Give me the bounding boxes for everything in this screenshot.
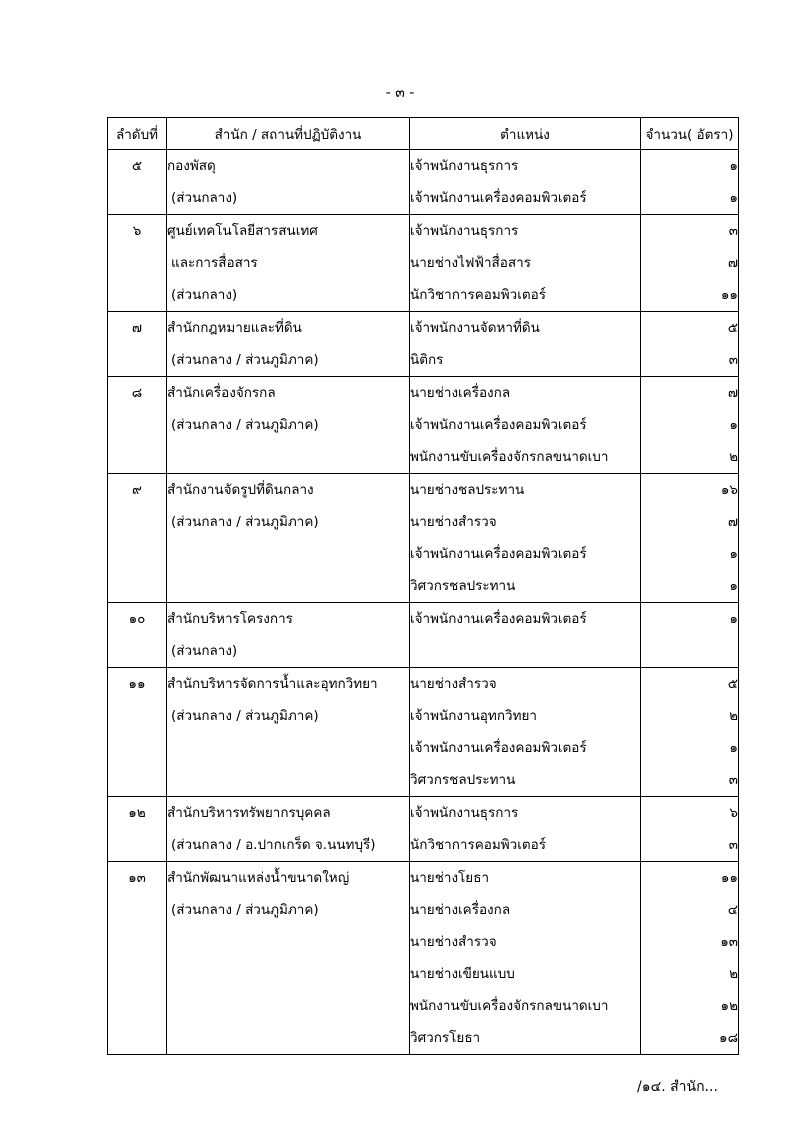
position-title: นายช่างสำรวจ <box>410 514 497 530</box>
office-line: สำนักกฎหมายและที่ดิน <box>167 320 302 336</box>
position-title: นักวิชาการคอมพิวเตอร์ <box>410 837 546 853</box>
position-title: นายช่างไฟฟ้าสื่อสาร <box>410 255 531 271</box>
position-cell <box>410 797 641 862</box>
position-count: ๑๑ <box>720 287 738 303</box>
position-count: ๑ <box>729 190 738 206</box>
office-line: (ส่วนกลาง) <box>171 643 238 659</box>
position-title: เจ้าพนักงานเครื่องคอมพิวเตอร์ <box>410 546 587 562</box>
count-cell <box>641 215 739 312</box>
position-title: นายช่างชลประทาน <box>410 482 525 498</box>
position-count: ๑๘ <box>719 1030 738 1046</box>
row-number-text: ๙ <box>132 482 142 498</box>
staff-table <box>107 117 739 1055</box>
position-count: ๑ <box>729 158 738 174</box>
position-count: ๒ <box>729 966 738 982</box>
table-row <box>108 474 739 603</box>
position-title: นายช่างเครื่องกล <box>410 385 511 401</box>
page-number: - ๓ - <box>385 85 415 101</box>
position-title: วิศวกรชลประทาน <box>410 578 516 594</box>
row-number-text: ๑๑ <box>128 676 146 692</box>
position-count: ๑๓ <box>720 934 738 950</box>
row-number <box>108 797 167 862</box>
position-count: ๒ <box>729 449 738 465</box>
office-line: (ส่วนกลาง) <box>171 190 238 206</box>
office-line: (ส่วนกลาง / ส่วนภูมิภาค) <box>171 352 319 368</box>
position-count: ๒ <box>729 708 738 724</box>
office-cell <box>167 603 410 668</box>
position-count: ๓ <box>728 352 738 368</box>
table-row <box>108 377 739 474</box>
row-number <box>108 377 167 474</box>
position-title: วิศวกรชลประทาน <box>410 772 516 788</box>
position-count: ๗ <box>727 255 738 271</box>
row-number <box>108 312 167 377</box>
position-title: เจ้าพนักงานเครื่องคอมพิวเตอร์ <box>410 417 587 433</box>
office-line: (ส่วนกลาง / อ.ปากเกร็ด จ.นนทบุรี) <box>171 837 376 853</box>
position-cell <box>410 474 641 603</box>
row-number-text: ๕ <box>131 158 143 174</box>
position-count: ๑ <box>729 417 738 433</box>
office-cell <box>167 312 410 377</box>
table-body <box>108 150 739 1055</box>
count-cell <box>641 150 739 215</box>
position-count: ๑ <box>729 740 738 756</box>
office-line: (ส่วนกลาง / ส่วนภูมิภาค) <box>171 902 319 918</box>
office-line: สำนักบริหารทรัพยากรบุคคล <box>167 805 331 821</box>
office-cell <box>167 668 410 797</box>
position-count: ๔ <box>727 902 738 918</box>
table-row <box>108 150 739 215</box>
position-title: นายช่างสำรวจ <box>410 934 497 950</box>
row-number-text: ๑๐ <box>128 611 146 627</box>
header-position: ตำแหน่ง <box>410 118 641 150</box>
office-cell <box>167 474 410 603</box>
office-line: ศูนย์เทคโนโลยีสารสนเทศ <box>167 223 318 239</box>
office-line: สำนักบริหารโครงการ <box>167 611 293 627</box>
position-title: เจ้าพนักงานอุทกวิทยา <box>410 708 537 724</box>
position-title: นักวิชาการคอมพิวเตอร์ <box>410 287 546 303</box>
office-line: สำนักงานจัดรูปที่ดินกลาง <box>167 482 314 498</box>
position-title: เจ้าพนักงานธุรการ <box>410 805 519 821</box>
position-cell <box>410 668 641 797</box>
count-cell <box>641 668 739 797</box>
table-row <box>108 312 739 377</box>
count-cell <box>641 312 739 377</box>
position-cell <box>410 603 641 668</box>
table-row <box>108 603 739 668</box>
row-number-text: ๑๓ <box>128 870 146 886</box>
row-number <box>108 862 167 1055</box>
position-cell <box>410 862 641 1055</box>
position-title: นายช่างสำรวจ <box>410 676 497 692</box>
office-line: (ส่วนกลาง / ส่วนภูมิภาค) <box>171 417 319 433</box>
office-line: (ส่วนกลาง) <box>171 287 238 303</box>
position-count: ๑๒ <box>720 998 738 1014</box>
position-count: ๗ <box>727 385 738 401</box>
position-title: นายช่างเขียนแบบ <box>410 966 515 982</box>
table-row <box>108 862 739 1055</box>
office-line: (ส่วนกลาง / ส่วนภูมิภาค) <box>171 708 319 724</box>
position-count: ๓ <box>728 837 738 853</box>
position-count: ๕ <box>727 320 738 336</box>
count-cell <box>641 474 739 603</box>
row-number <box>108 215 167 312</box>
position-cell <box>410 150 641 215</box>
row-number-text: ๘ <box>131 385 143 401</box>
position-cell <box>410 312 641 377</box>
office-line: กองพัสดุ <box>167 158 216 174</box>
position-title: เจ้าพนักงานเครื่องคอมพิวเตอร์ <box>410 190 587 206</box>
row-number <box>108 474 167 603</box>
position-cell <box>410 377 641 474</box>
position-count: ๑๖ <box>720 482 738 498</box>
position-count: ๑ <box>729 611 738 627</box>
count-cell <box>641 603 739 668</box>
position-count: ๓ <box>728 772 738 788</box>
row-number-text: ๗ <box>131 320 143 336</box>
count-cell <box>641 862 739 1055</box>
position-title: เจ้าพนักงานจัดหาที่ดิน <box>410 320 540 336</box>
count-cell <box>641 377 739 474</box>
table-row <box>108 668 739 797</box>
row-number <box>108 668 167 797</box>
office-line: และการสื่อสาร <box>171 255 258 271</box>
position-count: ๓ <box>728 223 738 239</box>
position-title: นิติกร <box>410 352 444 368</box>
position-title: นายช่างเครื่องกล <box>410 902 511 918</box>
position-title: วิศวกรโยธา <box>410 1030 481 1046</box>
position-count: ๕ <box>727 676 738 692</box>
office-cell <box>167 377 410 474</box>
header-office: สำนัก / สถานที่ปฏิบัติงาน <box>167 118 410 150</box>
position-count: ๖ <box>729 805 738 821</box>
count-cell <box>641 797 739 862</box>
position-title: เจ้าพนักงานเครื่องคอมพิวเตอร์ <box>410 611 587 627</box>
row-number-text: ๑๒ <box>128 805 146 821</box>
row-number <box>108 150 167 215</box>
continuation-note: /๑๔. สำนัก... <box>637 1079 718 1095</box>
position-count: ๗ <box>727 514 738 530</box>
position-title: นายช่างโยธา <box>410 870 490 886</box>
table-row <box>108 797 739 862</box>
position-title: เจ้าพนักงานธุรการ <box>410 223 519 239</box>
row-number <box>108 603 167 668</box>
header-count: จำนวน( อัตรา) <box>641 118 739 150</box>
position-title: เจ้าพนักงานธุรการ <box>410 158 519 174</box>
position-count: ๑ <box>729 546 738 562</box>
row-number-text: ๖ <box>132 223 142 239</box>
position-count: ๑๑ <box>720 870 738 886</box>
office-cell <box>167 797 410 862</box>
office-line: สำนักพัฒนาแหล่งน้ำขนาดใหญ่ <box>167 870 350 886</box>
table-row <box>108 215 739 312</box>
header-no: ลำดับที่ <box>108 118 167 150</box>
office-cell <box>167 150 410 215</box>
office-line: สำนักเครื่องจักรกล <box>167 385 276 401</box>
office-line: สำนักบริหารจัดการน้ำและอุทกวิทยา <box>167 676 378 692</box>
position-title: พนักงานขับเครื่องจักรกลขนาดเบา <box>410 998 609 1014</box>
position-title: พนักงานขับเครื่องจักรกลขนาดเบา <box>410 449 609 465</box>
position-cell <box>410 215 641 312</box>
office-line: (ส่วนกลาง / ส่วนภูมิภาค) <box>171 514 319 530</box>
table-header-row <box>108 118 739 150</box>
office-cell <box>167 862 410 1055</box>
office-cell <box>167 215 410 312</box>
position-count: ๑ <box>729 578 738 594</box>
position-title: เจ้าพนักงานเครื่องคอมพิวเตอร์ <box>410 740 587 756</box>
